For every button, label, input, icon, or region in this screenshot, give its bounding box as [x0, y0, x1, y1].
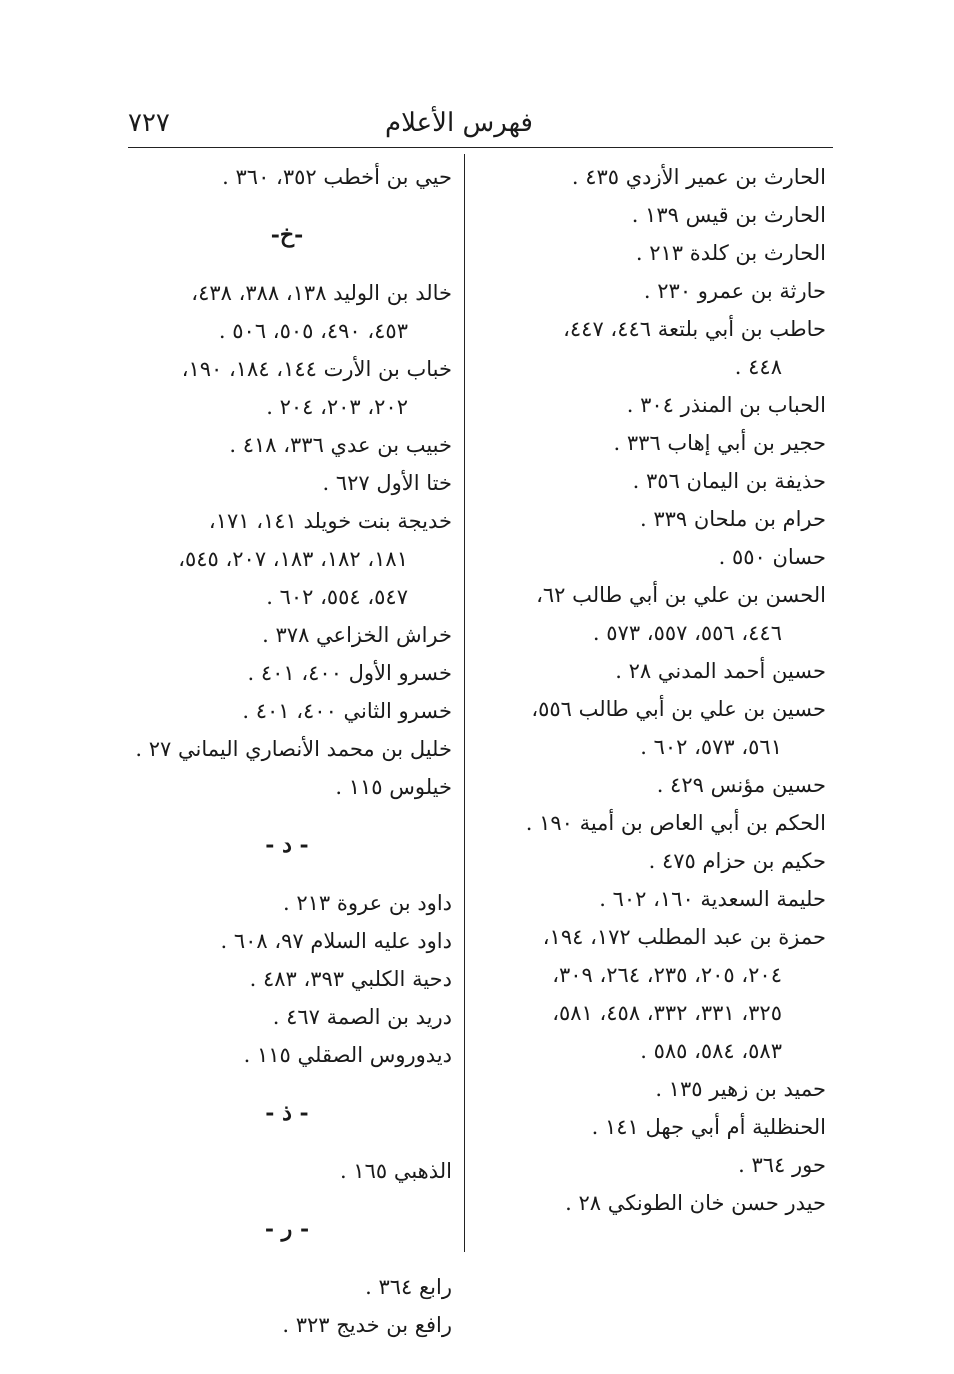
- index-column-left: [122, 158, 452, 1344]
- index-entry: داود بن عروة ٢١٣ .: [283, 891, 452, 915]
- index-entry: الحارث بن قيس ١٣٩ .: [631, 203, 826, 227]
- index-entry: حسين أحمد المدني ٢٨ .: [615, 659, 826, 683]
- index-entry: خبيب بن عدي ٣٣٦، ٤١٨ .: [229, 433, 452, 457]
- index-entry: الحباب بن المنذر ٣٠٤ .: [626, 393, 826, 417]
- index-entry: خراش الخزاعي ٣٧٨ .: [262, 623, 452, 647]
- section-spacer: [122, 1248, 452, 1268]
- page-header: [128, 106, 833, 146]
- index-entry: حيي بن أخطب ٣٥٢، ٣٦٠ .: [222, 165, 452, 189]
- section-spacer: [122, 864, 452, 884]
- index-entry-continuation: ٤٤٨ .: [734, 355, 782, 379]
- index-entry: حسان ٥٥٠ .: [718, 545, 826, 569]
- index-entry-continuation: ١٨١، ١٨٢، ١٨٣، ٢٠٧، ٥٤٥،: [178, 547, 408, 571]
- index-entry: حيدر حسن خان الطونكي ٢٨ .: [565, 1191, 826, 1215]
- index-entry: حمزة بن عبد المطلب ١٧٢، ١٩٤،: [542, 925, 826, 949]
- section-heading: - د -: [265, 832, 309, 858]
- index-entry: داود عليه السلام ٩٧، ٦٠٨ .: [220, 929, 452, 953]
- index-entry: الحارث بن عمير الأزدي ٤٣٥ .: [571, 165, 826, 189]
- index-entry: خباب بن الأرت ١٤٤، ١٨٤، ١٩٠،: [181, 357, 452, 381]
- page-title: فهرس الأعلام: [385, 108, 533, 138]
- index-entry: حليمة السعدية ١٦٠، ٦٠٢ .: [599, 887, 826, 911]
- index-column-right: [496, 158, 826, 1222]
- index-entry-continuation: ٢٠٤، ٢٠٥، ٢٣٥، ٢٦٤، ٣٠٩،: [552, 963, 782, 987]
- section-spacer: [122, 1074, 452, 1094]
- index-entry-continuation: ٢٠٢، ٢٠٣، ٢٠٤ .: [266, 395, 408, 419]
- index-entry: حكيم بن حزام ٤٧٥ .: [648, 849, 826, 873]
- column-divider: [464, 154, 465, 1252]
- index-entry: الحنظلية أم أبي جهل ١٤١ .: [591, 1115, 826, 1139]
- index-entry-continuation: ٤٤٦، ٥٥٦، ٥٥٧، ٥٧٣ .: [592, 621, 782, 645]
- section-heading: -خ-: [270, 222, 304, 248]
- index-entry-continuation: ٥٦١، ٥٧٣، ٦٠٢ .: [640, 735, 782, 759]
- index-entry: خسرو الثاني ٤٠٠، ٤٠١ .: [242, 699, 452, 723]
- index-entry-continuation: ٤٥٣، ٤٩٠، ٥٠٥، ٥٠٦ .: [218, 319, 408, 343]
- index-entry: رابع ٣٦٤ .: [365, 1275, 452, 1299]
- index-entry: دريد بن الصمة ٤٦٧ .: [272, 1005, 452, 1029]
- index-entry: ديدوروس الصقلي ١١٥ .: [243, 1043, 452, 1067]
- index-entry: الحارث بن كلدة ٢١٣ .: [635, 241, 826, 265]
- page-number: ٧٢٧: [128, 108, 170, 138]
- section-spacer: [122, 254, 452, 274]
- index-entry: حسين بن علي بن أبي طالب ٥٥٦،: [531, 697, 826, 721]
- section-spacer: [122, 196, 452, 216]
- index-entry: حور ٣٦٤ .: [738, 1153, 826, 1177]
- index-entry-continuation: ٥٤٧، ٥٥٤، ٦٠٢ .: [266, 585, 408, 609]
- index-entry: خالد بن الوليد ١٣٨، ٣٨٨، ٤٣٨،: [191, 281, 452, 305]
- index-entry-continuation: ٥٨٣، ٥٨٤، ٥٨٥ .: [640, 1039, 782, 1063]
- index-entry-continuation: ٣٢٥، ٣٣١، ٣٣٢، ٤٥٨، ٥٨١،: [552, 1001, 782, 1025]
- index-entry: خيلوس ١١٥ .: [335, 775, 452, 799]
- section-spacer: [122, 806, 452, 826]
- section-spacer: [122, 1190, 452, 1210]
- index-entry: خديجة بنت خويلد ١٤١، ١٧١،: [208, 509, 452, 533]
- index-entry: حجير بن أبي إهاب ٣٣٦ .: [613, 431, 826, 455]
- index-entry: حذيفة بن اليمان ٣٥٦ .: [632, 469, 826, 493]
- index-entry: الحكم بن أبي العاص بن أمية ١٩٠ .: [525, 811, 826, 835]
- index-entry: حرام بن ملحان ٣٣٩ .: [639, 507, 826, 531]
- index-entry: حسين مؤنس ٤٢٩ .: [656, 773, 826, 797]
- index-entry: حميد بن زهير ١٣٥ .: [655, 1077, 826, 1101]
- index-entry: خسرو الأول ٤٠٠، ٤٠١ .: [247, 661, 452, 685]
- index-entry: دحية الكلبي ٣٩٣، ٤٨٣ .: [249, 967, 452, 991]
- index-entry: رافع بن خديج ٣٢٣ .: [282, 1313, 452, 1337]
- section-heading: - ذ -: [265, 1100, 309, 1126]
- section-spacer: [122, 1132, 452, 1152]
- index-entry: خليل بن محمد الأنصاري اليماني ٢٧ .: [135, 737, 452, 761]
- header-divider: [128, 147, 833, 148]
- index-entry: ختا الأول ٦٢٧ .: [322, 471, 452, 495]
- section-heading: - ر -: [264, 1216, 310, 1242]
- index-entry: حاطب بن أبي بلتعة ٤٤٦، ٤٤٧،: [563, 317, 826, 341]
- index-entry: الذهبي ١٦٥ .: [339, 1159, 452, 1183]
- index-entry: الحسن بن علي بن أبي طالب ٦٢،: [536, 583, 826, 607]
- index-entry: حارثة بن عمرو ٢٣٠ .: [643, 279, 826, 303]
